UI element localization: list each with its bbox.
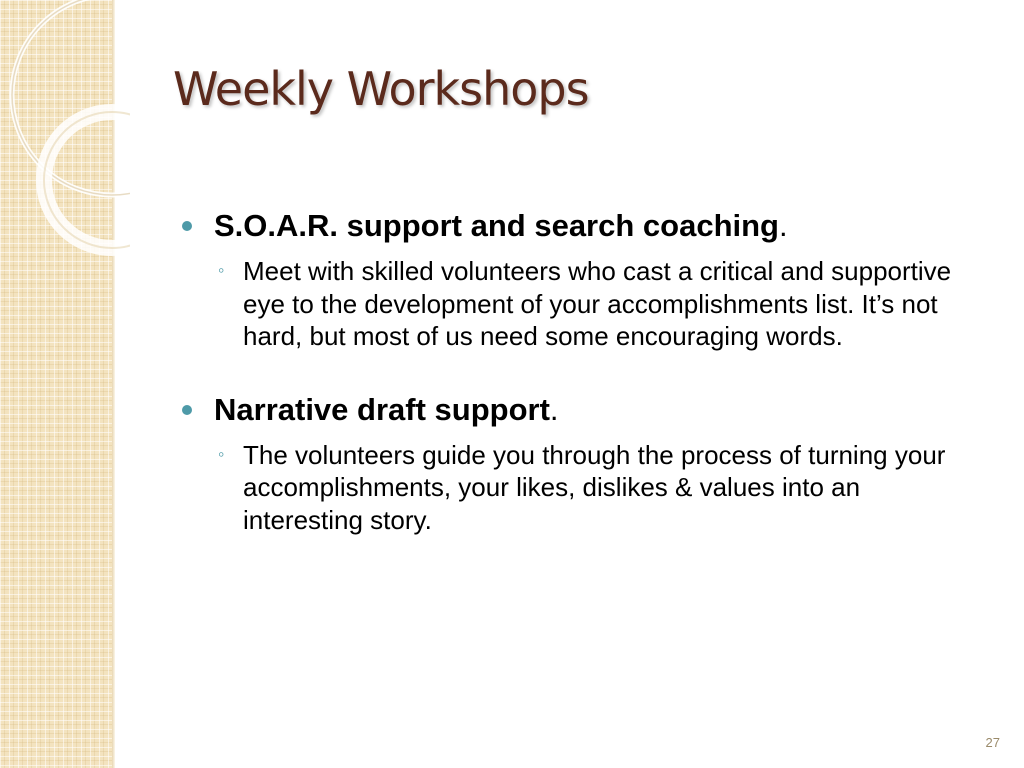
decorative-rings (0, 0, 130, 260)
slide-title: Weekly Workshops (173, 62, 589, 116)
bullet-dot-icon (182, 405, 192, 415)
bullet-dot-icon (182, 221, 192, 231)
slide-body (180, 205, 980, 536)
bullet-heading-suffix: . (549, 391, 559, 427)
ring-outer (12, 0, 130, 195)
hollow-circle-bullet-icon: ◦ (218, 260, 225, 280)
bullet-group-2 (180, 389, 980, 537)
bullet-heading (214, 205, 980, 247)
bullet-heading (214, 389, 980, 431)
page-number: 27 (985, 735, 1000, 750)
ring-outer-line (12, 0, 130, 195)
sub-bullet-item (180, 439, 980, 537)
bullet-item (180, 389, 980, 431)
bullet-heading-bold: S.O.A.R. support and search coaching (214, 208, 779, 243)
hollow-circle-bullet-icon: ◦ (218, 443, 225, 464)
bullet-group-1 (180, 205, 980, 353)
bullet-item (180, 205, 980, 247)
sub-bullet-text: Meet with skilled volunteers who cast a critical and supportive eye to the development of your accomplishments list. It’s not hard, but most of us need some encouraging words. (243, 256, 952, 351)
bullet-heading-bold: Narrative draft support (214, 391, 550, 427)
sub-bullet-text: The volunteers guide you through the process of turning your accomplishments, your likes, dislikes & values into an interesting story. (243, 439, 946, 535)
bullet-heading-suffix: . (779, 208, 788, 243)
sub-bullet-item (180, 255, 980, 353)
